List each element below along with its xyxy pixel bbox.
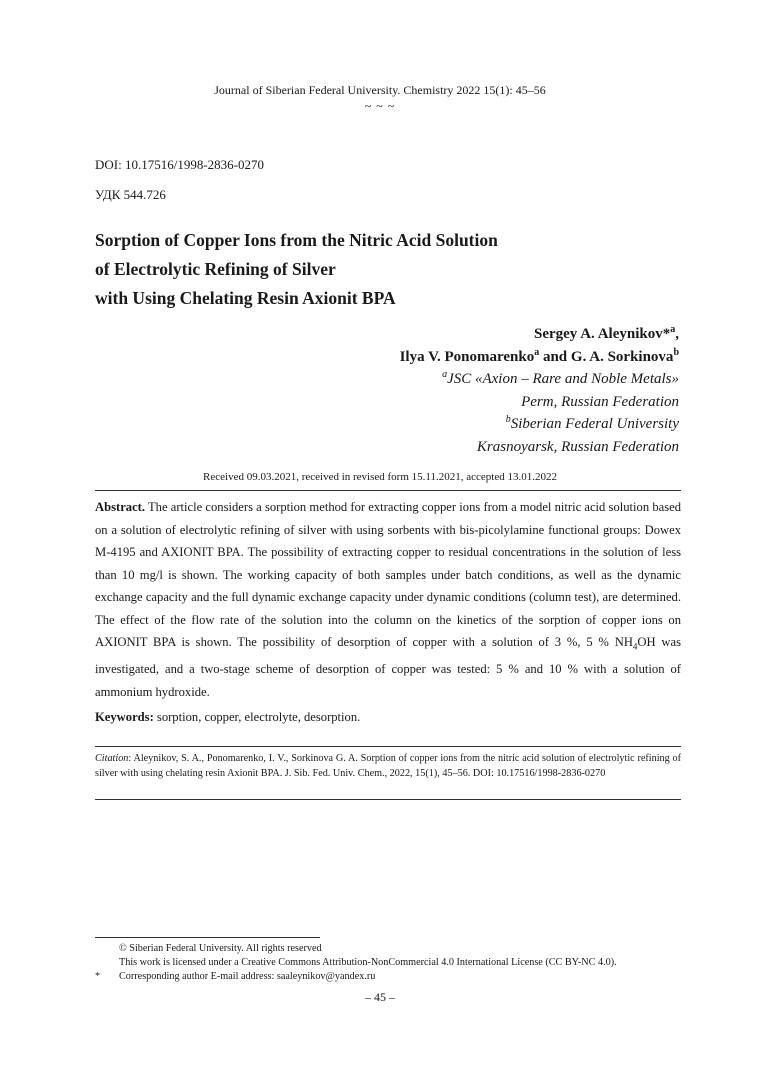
citation: Citation: Aleynikov, S. A., Ponomarenko, I. V., Sorkinova G. A. Sorption of copper ions from the nitric acid solution of electrolytic refining of silver with using chelating resin Axionit BPA. J. Sib. Fed. Univ. Chem., 2022, 15(1), 45–56. DOI: 10.17516/1998-2836-0270 <box>95 753 681 779</box>
corresponding-author-note: * Corresponding author E-mail address: saaleynikov@yandex.ru <box>95 971 376 982</box>
divider <box>95 746 681 747</box>
author-name: Ilya V. Ponomarenko <box>399 348 535 365</box>
article-title <box>95 226 695 313</box>
header-ornament: ~ ~ ~ <box>364 99 396 113</box>
affiliation-b: $^b$Siberian Federal University <box>505 414 679 432</box>
doi: DOI: 10.17516/1998-2836-0270 <box>95 157 264 172</box>
copyright-note: © Siberian Federal University. All rights reserved <box>119 943 322 954</box>
affiliation-a-place: Perm, Russian Federation <box>521 393 679 410</box>
footnote-divider <box>95 937 320 938</box>
divider <box>95 799 681 800</box>
title-line: with Using Chelating Resin Axionit BPA <box>95 288 396 308</box>
keywords-label: Keywords: <box>95 710 154 724</box>
title-line: of Electrolytic Refining of Silver <box>95 259 336 279</box>
author-name: and G. A. Sorkinova <box>539 348 674 365</box>
title-line: Sorption of Copper Ions from the Nitric Acid Solution <box>95 230 498 250</box>
abstract-label: Abstract. <box>95 500 146 514</box>
author-block <box>179 323 679 458</box>
udk-code: УДК 544.726 <box>95 187 166 202</box>
affiliation-mark: a <box>534 346 540 358</box>
affiliation-mark: a <box>670 324 676 335</box>
license-note: This work is licensed under a Creative Commons Attribution-NonCommercial 4.0 International License (CC BY-NC 4.0). <box>119 957 617 968</box>
keywords: Keywords: sorption, copper, electrolyte, desorption. <box>95 710 361 724</box>
affiliation-mark: b <box>673 346 679 358</box>
divider <box>95 490 681 491</box>
page-number: – 45 – <box>365 990 395 1004</box>
author-line-1: Sergey A. Aleynikov*$^a$, <box>533 324 679 342</box>
author-line-2 <box>179 346 679 369</box>
abstract: Abstract. The article considers a sorption method for extracting copper ions from a model nitric acid solution based on a solution of electrolytic refining of silver with using sorbents with bis-picolylamine functional groups: Dowex M-4195 and AXIONIT BPA. The possibility of extracting copper to residual concentrations in the solution of less than 10 mg/l is shown. The working capacity of both samples under batch conditions, as well as the dynamic exchange capacity and the full dynamic exchange capacity under dynamic conditions (column test), are determined. The effect of the flow rate of the solution into the column on the kinetics of the sorption of copper ions on AXIONIT BPA is shown. The possibility of desorption of copper with a solution of 3 %, 5 % $NH_4OH$ was investigated, and a two-stage scheme of desorption of copper was tested: 5 % and 10 % with a solution of ammonium hydroxide. <box>95 500 681 699</box>
affiliation-a: $^a$JSC «Axion – Rare and Noble Metals» <box>442 369 679 387</box>
journal-header: Journal of Siberian Federal University. Chemistry 2022 15(1): 45–56 <box>214 83 546 97</box>
author-name: Sergey A. Aleynikov* <box>533 326 671 342</box>
affiliation-b-place: Krasnoyarsk, Russian Federation <box>476 438 679 455</box>
received-dates: Received 09.03.2021, received in revised form 15.11.2021, accepted 13.01.2022 <box>203 471 557 483</box>
citation-label: Citation <box>95 753 129 764</box>
